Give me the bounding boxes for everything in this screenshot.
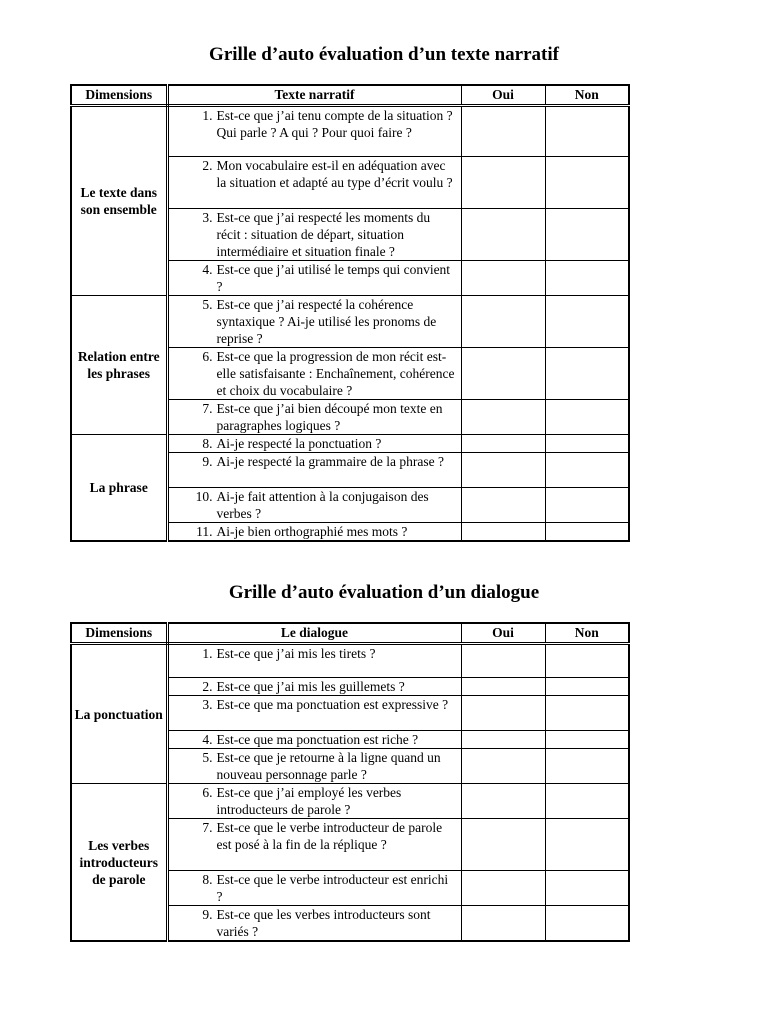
question-text: Est-ce que j’ai mis les tirets ? [216,646,376,661]
question-text: Est-ce que j’ai mis les guillemets ? [216,679,405,694]
oui-checkbox-cell[interactable] [461,261,545,296]
header-oui: Oui [461,85,545,106]
header-non: Non [545,623,629,644]
question-text: Ai-je bien orthographié mes mots ? [216,524,408,539]
question-number: 8. [202,436,213,451]
question-text: Est-ce que la progression de mon récit est-elle satisfaisante : Enchaînement, cohérence et choix du vocabulaire ? [216,349,455,398]
non-checkbox-cell[interactable] [545,644,629,678]
oui-checkbox-cell[interactable] [461,348,545,400]
question-cell [167,400,461,435]
oui-checkbox-cell[interactable] [461,644,545,678]
dimension-label: Relation entre les phrases [71,296,167,435]
question-number: 2. [202,158,213,173]
question-number: 6. [202,785,213,800]
question-number: 7. [202,401,213,416]
oui-checkbox-cell[interactable] [461,696,545,731]
question-number: 1. [202,646,213,661]
question-text: Ai-je respecté la grammaire de la phrase ? [216,454,445,469]
non-checkbox-cell[interactable] [545,819,629,871]
non-checkbox-cell[interactable] [545,453,629,488]
oui-checkbox-cell[interactable] [461,906,545,942]
question-text: Ai-je respecté la ponctuation ? [216,436,382,451]
header-dimensions: Dimensions [71,85,167,106]
question-cell [167,261,461,296]
dialogue-grid-title: Grille d’auto évaluation d’un dialogue [228,582,540,603]
question-cell [167,106,461,157]
question-cell [167,453,461,488]
oui-checkbox-cell[interactable] [461,106,545,157]
non-checkbox-cell[interactable] [545,488,629,523]
table-row [71,106,629,157]
question-cell [167,348,461,400]
header-dimensions: Dimensions [71,623,167,644]
narrative-grid-title: Grille d’auto évaluation d’un texte narratif [209,44,559,65]
non-checkbox-cell[interactable] [545,749,629,784]
question-cell [167,209,461,261]
oui-checkbox-cell[interactable] [461,435,545,453]
question-text: Est-ce que le verbe introducteur est enrichi ? [216,872,449,904]
question-cell [167,696,461,731]
oui-checkbox-cell[interactable] [461,453,545,488]
question-text: Est-ce que j’ai bien découpé mon texte en paragraphes logiques ? [216,401,443,433]
oui-checkbox-cell[interactable] [461,488,545,523]
question-cell [167,749,461,784]
question-number: 8. [202,872,213,887]
dialogue-table-body [71,644,629,942]
question-text: Est-ce que j’ai tenu compte de la situation ? Qui parle ? A qui ? Pour quoi faire ? [216,108,453,140]
dimension-label: Le texte dans son ensemble [71,106,167,296]
non-checkbox-cell[interactable] [545,400,629,435]
header-oui: Oui [461,623,545,644]
oui-checkbox-cell[interactable] [461,157,545,209]
question-cell [167,157,461,209]
question-number: 3. [202,210,213,225]
question-cell [167,523,461,542]
non-checkbox-cell[interactable] [545,523,629,542]
question-cell [167,296,461,348]
question-text: Est-ce que j’ai employé les verbes introducteurs de parole ? [216,785,402,817]
question-cell [167,731,461,749]
question-number: 9. [202,907,213,922]
non-checkbox-cell[interactable] [545,696,629,731]
question-number: 4. [202,732,213,747]
non-checkbox-cell[interactable] [545,261,629,296]
question-text: Est-ce que je retourne à la ligne quand un nouveau personnage parle ? [216,750,441,782]
non-checkbox-cell[interactable] [545,296,629,348]
question-number: 11. [196,524,213,539]
oui-checkbox-cell[interactable] [461,209,545,261]
question-cell [167,906,461,942]
question-cell [167,678,461,696]
question-cell [167,435,461,453]
dimension-label: Les verbes introducteurs de parole [71,784,167,942]
table-row [71,784,629,819]
oui-checkbox-cell[interactable] [461,871,545,906]
question-text: Est-ce que les verbes introducteurs sont variés ? [216,907,431,939]
narrative-self-assessment-table [70,84,630,542]
header-row [71,623,629,644]
oui-checkbox-cell[interactable] [461,749,545,784]
question-text: Est-ce que ma ponctuation est riche ? [216,732,419,747]
non-checkbox-cell[interactable] [545,871,629,906]
question-text: Est-ce que ma ponctuation est expressive ? [216,697,449,712]
oui-checkbox-cell[interactable] [461,784,545,819]
oui-checkbox-cell[interactable] [461,819,545,871]
question-number: 1. [202,108,213,123]
dimension-label: La ponctuation [71,644,167,784]
non-checkbox-cell[interactable] [545,784,629,819]
question-text: Est-ce que j’ai respecté les moments du récit : situation de départ, situation intermédiaire et situation finale ? [216,210,431,259]
header-non: Non [545,85,629,106]
table-row [71,644,629,678]
question-cell [167,871,461,906]
question-cell [167,819,461,871]
question-cell [167,784,461,819]
narrative-table-body [71,106,629,542]
non-checkbox-cell[interactable] [545,348,629,400]
oui-checkbox-cell[interactable] [461,400,545,435]
question-number: 6. [202,349,213,364]
non-checkbox-cell[interactable] [545,209,629,261]
question-number: 3. [202,697,213,712]
non-checkbox-cell[interactable] [545,106,629,157]
question-number: 10. [195,489,213,504]
question-number: 4. [202,262,213,277]
non-checkbox-cell[interactable] [545,906,629,942]
question-number: 2. [202,679,213,694]
table-row [71,296,629,348]
non-checkbox-cell[interactable] [545,731,629,749]
oui-checkbox-cell[interactable] [461,296,545,348]
oui-checkbox-cell[interactable] [461,678,545,696]
question-number: 5. [202,750,213,765]
header-row [71,85,629,106]
non-checkbox-cell[interactable] [545,435,629,453]
header-texte-narratif: Texte narratif [167,85,461,106]
non-checkbox-cell[interactable] [545,157,629,209]
question-text: Est-ce que le verbe introducteur de parole est posé à la fin de la réplique ? [216,820,443,852]
non-checkbox-cell[interactable] [545,678,629,696]
question-text: Mon vocabulaire est-il en adéquation avec la situation et adapté au type d’écrit voulu ? [216,158,453,190]
table-row [71,435,629,453]
question-cell [167,644,461,678]
dialogue-self-assessment-table [70,622,630,942]
question-text: Ai-je fait attention à la conjugaison des verbes ? [216,489,429,521]
oui-checkbox-cell[interactable] [461,523,545,542]
question-number: 7. [202,820,213,835]
dimension-label: La phrase [71,435,167,542]
header-le-dialogue: Le dialogue [167,623,461,644]
question-cell [167,488,461,523]
question-number: 9. [202,454,213,469]
oui-checkbox-cell[interactable] [461,731,545,749]
question-text: Est-ce que j’ai utilisé le temps qui convient ? [216,262,451,294]
question-text: Est-ce que j’ai respecté la cohérence syntaxique ? Ai-je utilisé les pronoms de reprise ? [216,297,437,346]
question-number: 5. [202,297,213,312]
